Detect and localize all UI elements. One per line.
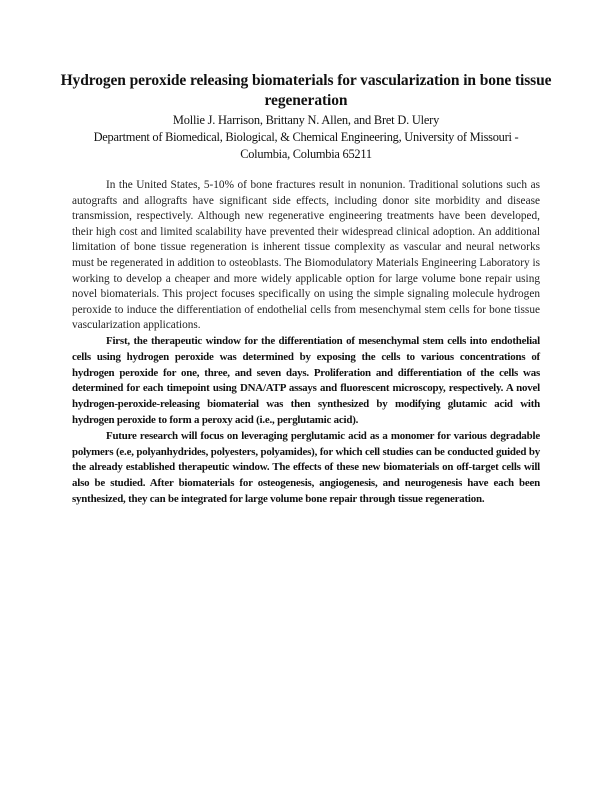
abstract-body bbox=[72, 178, 540, 508]
paragraph-future-work: Future research will focus on leveraging perglutamic acid as a monomer for various degradable polymers (e.e, polyanhydrides, polyesters, polyamides), for which cell studies can be conducted guided by the already established therapeutic window. The effects of these new biomaterials on off-target cells will also be studied. After biomaterials for osteogenesis, angiogenesis, and neurogenesis have each been synthesized, they can be integrated for large volume bone repair through tissue regeneration. bbox=[72, 429, 540, 505]
author-list: Mollie J. Harrison, Brittany N. Allen, and Bret D. Ulery bbox=[172, 113, 440, 127]
document-title: Hydrogen peroxide releasing biomaterials for vascularization in bone tissue regeneration bbox=[60, 72, 552, 109]
paragraph-methods: First, the therapeutic window for the differentiation of mesenchymal stem cells into endothelial cells using hydrogen peroxide was determined by exposing the cells to various concentrations of hydrogen peroxide for one, three, and seven days. Proliferation and differentiation of the cells was determined for each timepoint using DNA/ATP assays and fluorescent microscopy, respectively. A novel hydrogen-peroxide-releasing biomaterial was then synthesized by modifying glutamic acid with hydrogen peroxide to form a peroxy acid (i.e., perglutamic acid). bbox=[72, 334, 540, 426]
paragraph-background: In the United States, 5-10% of bone fractures result in nonunion. Traditional solutions such as autografts and allografts have significant side effects, including donor site morbidity and disease transmission, respectively. Although new regenerative engineering treatments have been developed, their high cost and limited scalability have prevented their widespread clinical adoption. An additional limitation of bone tissue regeneration is inherent tissue complexity as vascular and neural networks must be regenerated in addition to osteoblasts. The Biomodulatory Materials Engineering Laboratory is working to develop a cheaper and more widely applicable option for large volume bone repair using novel biomaterials. This project focuses specifically on using the simple signaling molecule hydrogen peroxide to induce the differentiation of endothelial cells from mesenchymal stem cells for bone tissue vascularization applications. bbox=[72, 179, 540, 332]
author-affiliation: Department of Biomedical, Biological, & Chemical Engineering, University of Missouri - Columbia, Columbia 65211 bbox=[93, 130, 519, 161]
